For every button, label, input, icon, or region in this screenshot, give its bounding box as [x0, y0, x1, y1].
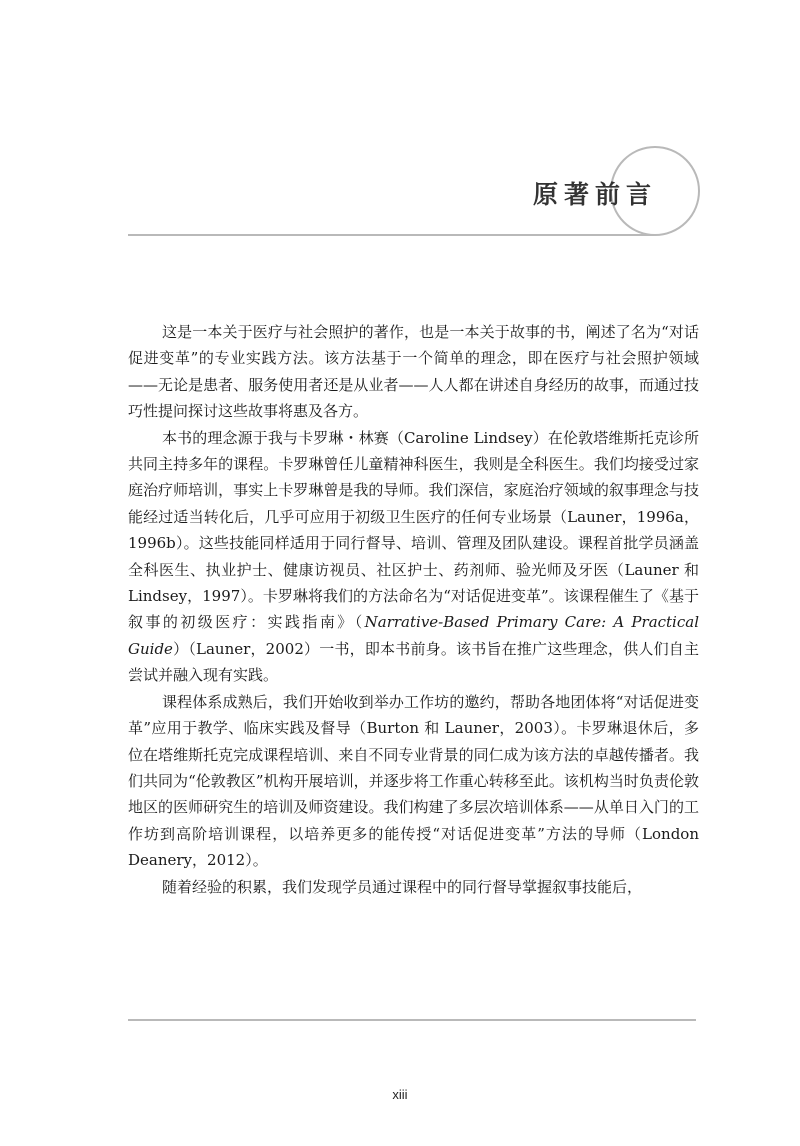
paragraph-2-text-b: ）（Launer，2002）一书，即本书前身。该书旨在推广这些理念，供人们自主尝试并融入现有实践。	[128, 639, 699, 685]
top-divider	[128, 234, 654, 236]
book-title-english: Narrative-Based Primary Care: A Practical Guide	[128, 613, 699, 658]
body-text	[128, 319, 699, 900]
paragraph-3: 课程体系成熟后，我们开始收到举办工作坊的邀约，帮助各地团体将“对话促进变革”应用于教学、临床实践及督导（Burton 和 Launer，2003）。卡罗琳退休后，多位在塔维斯托克完成课程培训、来自不同专业背景的同仁成为该方法的卓越传播者。我们共同为“伦敦教区”机构开展培训，并逐步将工作重心转移至此。该机构当时负责伦敦地区的医师研究生的培训及师资建设。我们构建了多层次培训体系——从单日入门的工作坊到高阶培训课程，以培养更多的能传授“对话促进变革”方法的导师（London Deanery，2012）。	[128, 692, 699, 870]
paragraph-1: 这是一本关于医疗与社会照护的著作，也是一本关于故事的书，阐述了名为“对话促进变革”的专业实践方法。该方法基于一个简单的理念，即在医疗与社会照护领域——无论是患者、服务使用者还是从业者——人人都在讲述自身经历的故事，而通过技巧性提问探讨这些故事将惠及各方。	[128, 323, 699, 421]
paragraph-4: 随着经验的积累，我们发现学员通过课程中的同行督导掌握叙事技能后，	[162, 877, 643, 896]
paragraph-2	[128, 425, 699, 689]
paragraph-2-text-a: 本书的理念源于我与卡罗琳・林赛（Caroline Lindsey）在伦敦塔维斯托克诊所共同主持多年的课程。卡罗琳曾任儿童精神科医生，我则是全科医生。我们均接受过家庭治疗师培训，事实上卡罗琳曾是我的导师。我们深信，家庭治疗领域的叙事理念与技能经过适当转化后，几乎可应用于初级卫生医疗的任何专业场景（Launer，1996a，1996b）。这些技能同样适用于同行督导、培训、管理及团队建设。课程首批学员涵盖全科医生、执业护士、健康访视员、社区护士、药剂师、验光师及牙医（Launer 和 Lindsey，1997）。卡罗琳将我们的方法命名为“对话促进变革”。该课程催生了《基于叙事的初级医疗：实践指南》（	[128, 428, 699, 632]
bottom-divider	[128, 1019, 696, 1021]
page-title: 原著前言	[533, 180, 658, 209]
page-number: xiii	[392, 1087, 408, 1102]
